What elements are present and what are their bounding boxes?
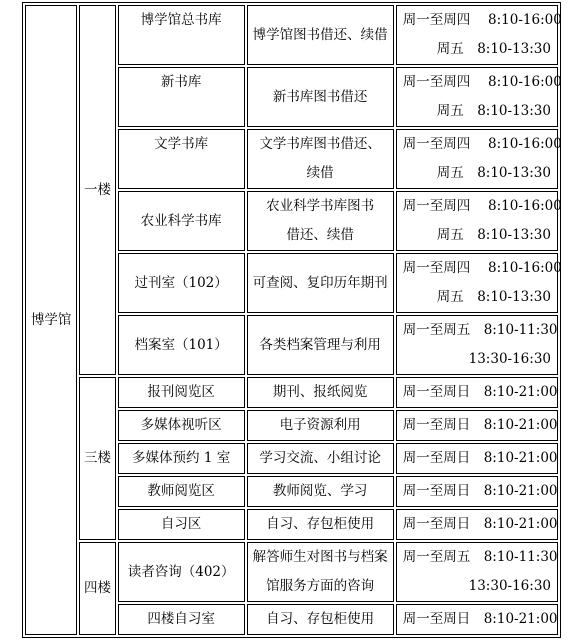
hours-line: 周一至周四 8:10-16:00 <box>402 74 562 90</box>
room-cell <box>118 410 245 441</box>
hours-cell <box>396 67 562 127</box>
service-cell <box>247 129 394 189</box>
hours-cell <box>396 253 562 313</box>
hours-line: 周一至周四 8:10-16:00 <box>402 260 562 276</box>
service-text: 馆服务方面的咨询 <box>266 578 375 594</box>
hours-line: 周五 8:10-13:30 <box>436 103 551 119</box>
room-cell <box>118 129 245 189</box>
table-row <box>25 377 558 408</box>
room-cell <box>118 443 245 474</box>
hours-line: 周一至周四 8:10-16:00 <box>402 12 562 28</box>
service-text: 电子资源利用 <box>279 417 361 433</box>
hours-line: 周一至周五 8:10-11:30 <box>402 549 558 565</box>
hours-line: 13:30-16:30 <box>468 351 551 367</box>
hours-line: 周一至周四 8:10-16:00 <box>402 136 562 152</box>
room-cell <box>118 377 245 408</box>
service-text: 各类档案管理与利用 <box>259 336 381 353</box>
hours-cell <box>396 410 558 441</box>
room-cell <box>118 315 245 375</box>
room-cell <box>118 67 245 127</box>
service-cell <box>247 509 394 540</box>
hours-line: 周一至周日 8:10-21:00 <box>402 417 558 433</box>
room-name: 新书库 <box>160 74 202 90</box>
hours-line: 周一至周日 8:10-21:00 <box>402 516 558 532</box>
hours-cell <box>396 443 558 474</box>
hours-line: 周一至周日 8:10-21:00 <box>402 611 558 627</box>
room-name: 文学书库 <box>154 136 209 152</box>
floor-label: 三楼 <box>84 450 112 466</box>
hours-line: 周五 8:10-13:30 <box>436 289 551 305</box>
hours-cell <box>396 315 558 375</box>
floor-label: 四楼 <box>84 580 112 596</box>
hours-cell <box>396 191 562 251</box>
floor-cell-3 <box>79 377 115 540</box>
room-cell <box>118 542 245 602</box>
service-cell <box>247 191 394 251</box>
room-name: 自习区 <box>160 516 202 532</box>
room-name: 多媒体预约 1 室 <box>132 450 231 466</box>
service-text: 新书库图书借还 <box>272 88 368 105</box>
service-text: 解答师生对图书与档案 <box>252 549 388 565</box>
hours-cell <box>396 377 558 408</box>
hours-line: 周一至周日 8:10-21:00 <box>402 483 558 499</box>
room-name: 报刊阅览区 <box>147 384 215 400</box>
service-cell <box>247 443 394 474</box>
service-cell <box>247 377 394 408</box>
hours-cell <box>396 5 562 65</box>
room-cell <box>118 476 245 507</box>
service-text: 教师阅览、学习 <box>272 483 368 499</box>
hours-line: 周一至周日 8:10-21:00 <box>402 450 558 466</box>
service-cell <box>247 542 394 602</box>
room-name: 博学馆总书库 <box>140 12 222 28</box>
table-row <box>25 5 558 65</box>
hours-cell <box>396 476 558 507</box>
service-cell <box>247 604 394 635</box>
service-cell <box>247 315 394 375</box>
room-name: 教师阅览区 <box>147 483 215 499</box>
room-name: 档案室（101） <box>134 336 228 353</box>
building-cell <box>25 5 77 635</box>
service-text: 续借 <box>306 165 334 181</box>
service-cell <box>247 67 394 127</box>
hours-cell <box>396 509 558 540</box>
table-row <box>25 542 558 602</box>
floor-cell-1 <box>79 5 115 375</box>
room-name: 过刊室（102） <box>134 274 228 291</box>
room-cell <box>118 191 245 251</box>
service-text: 自习、存包柜使用 <box>266 516 375 532</box>
library-schedule-table <box>22 2 561 638</box>
service-text: 农业科学书库图书 <box>266 198 375 214</box>
room-name: 多媒体视听区 <box>140 417 222 433</box>
hours-line: 周一至周四 8:10-16:00 <box>402 198 562 214</box>
service-text: 博学馆图书借还、续借 <box>252 26 388 43</box>
room-cell <box>118 604 245 635</box>
room-name: 四楼自习室 <box>147 611 215 627</box>
floor-label: 一楼 <box>84 181 112 198</box>
hours-line: 周一至周日 8:10-21:00 <box>402 384 558 400</box>
hours-line: 周五 8:10-13:30 <box>436 165 551 181</box>
floor-cell-4 <box>79 542 115 635</box>
service-text: 文学书库图书借还、 <box>259 136 381 152</box>
room-cell <box>118 509 245 540</box>
building-name: 博学馆 <box>30 311 72 328</box>
service-text: 学习交流、小组讨论 <box>259 450 381 466</box>
service-cell <box>247 253 394 313</box>
service-text: 自习、存包柜使用 <box>266 611 375 627</box>
hours-line: 周五 8:10-13:30 <box>436 41 551 57</box>
hours-cell <box>396 129 562 189</box>
service-cell <box>247 5 394 65</box>
room-cell <box>118 253 245 313</box>
service-text: 期刊、报纸阅览 <box>272 384 368 400</box>
hours-cell <box>396 604 558 635</box>
service-text: 可查阅、复印历年期刊 <box>252 274 388 291</box>
hours-line: 周一至周五 8:10-11:30 <box>402 322 558 338</box>
service-cell <box>247 476 394 507</box>
hours-line: 周五 8:10-13:30 <box>436 227 551 243</box>
service-text: 借还、续借 <box>286 227 354 243</box>
room-name: 读者咨询（402） <box>127 563 235 580</box>
room-cell <box>118 5 245 65</box>
hours-line: 13:30-16:30 <box>468 578 551 594</box>
room-name: 农业科学书库 <box>140 212 222 229</box>
hours-cell <box>396 542 558 602</box>
service-cell <box>247 410 394 441</box>
